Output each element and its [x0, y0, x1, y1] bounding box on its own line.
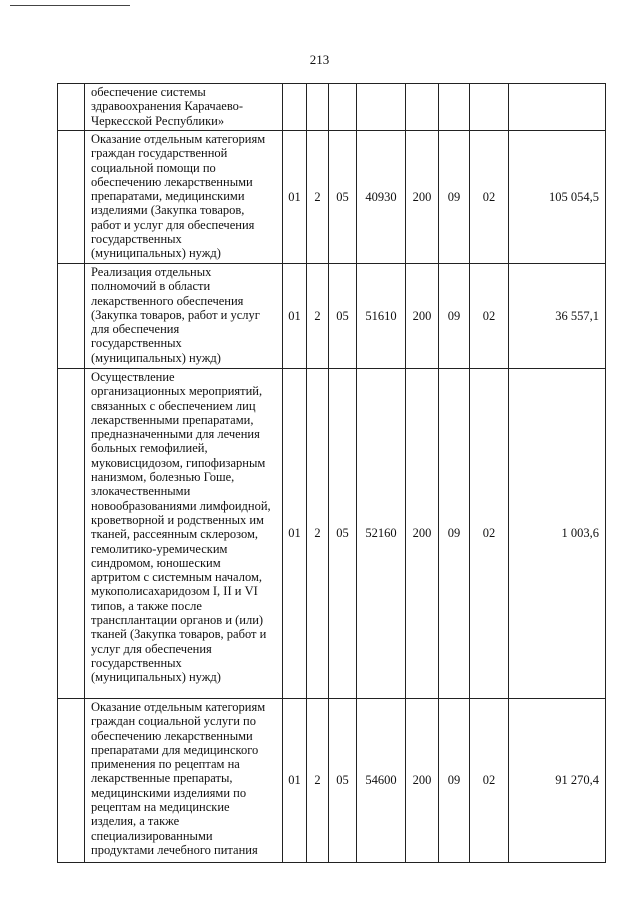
- description-line: Реализация отдельных: [91, 265, 212, 279]
- amount-cell: 1 003,6: [509, 369, 606, 699]
- description-line: Оказание отдельным категориям: [91, 132, 266, 146]
- description-line: изделия, а также: [91, 814, 180, 829]
- description-line: препаратами, медицинскими: [91, 189, 245, 204]
- code-cell: 09: [439, 699, 470, 863]
- code-cell: 05: [329, 264, 357, 369]
- table-row: [58, 84, 606, 131]
- description-line: Оказание отдельным категориям: [91, 700, 266, 714]
- code-cell: 52160: [357, 369, 406, 699]
- description-line: работ и услуг для обеспечения: [91, 217, 255, 232]
- description-line: государственных: [91, 655, 182, 670]
- code-cell: [329, 84, 357, 131]
- description-line: лекарственного обеспечения: [91, 293, 244, 308]
- description-line: услуг для обеспечения: [91, 641, 212, 656]
- code-cell: 01: [283, 699, 307, 863]
- description-line: кроветворной и родственных им: [91, 512, 264, 527]
- description-line: (муниципальных) нужд): [91, 246, 221, 261]
- code-cell: 200: [406, 369, 439, 699]
- code-cell: [439, 84, 470, 131]
- description-line: граждан государственной: [91, 146, 228, 161]
- description-line: синдромом, юношеским: [91, 555, 221, 570]
- code-cell: 200: [406, 699, 439, 863]
- description-line: граждан социальной услуги по: [91, 714, 256, 729]
- description-line: государственных: [91, 232, 182, 247]
- row-description: [85, 84, 283, 131]
- code-cell: [307, 84, 329, 131]
- code-cell: 09: [439, 264, 470, 369]
- description-line: мукополисахаридозом I, II и VI: [91, 584, 258, 599]
- row-description: [85, 264, 283, 369]
- code-cell: 2: [307, 131, 329, 264]
- row-description: [85, 131, 283, 264]
- description-line: лекарственные препараты,: [91, 771, 233, 786]
- description-line: применения по рецептам на: [91, 757, 240, 772]
- table-row: [58, 369, 606, 699]
- code-cell: 2: [307, 369, 329, 699]
- description-line: типов, а также после: [91, 598, 202, 613]
- code-cell: 05: [329, 369, 357, 699]
- code-cell: 01: [283, 369, 307, 699]
- description-line: (Закупка товаров, работ и услуг: [91, 307, 260, 322]
- description-line: нанизмом, болезнью Гоше,: [91, 470, 235, 485]
- description-line: социальной помощи по: [91, 160, 216, 175]
- description-line: продуктами лечебного питания: [91, 842, 258, 857]
- code-cell: [470, 84, 509, 131]
- code-cell: 09: [439, 131, 470, 264]
- description-line: (муниципальных) нужд): [91, 670, 221, 685]
- description-line: (муниципальных) нужд): [91, 350, 221, 365]
- empty-cell: [58, 699, 85, 863]
- table-row: [58, 264, 606, 369]
- description-line: тканей, рассеянным склерозом,: [91, 527, 259, 542]
- description-line: специализированными: [91, 828, 213, 843]
- description-line: артритом с системным началом,: [91, 570, 263, 585]
- code-cell: [406, 84, 439, 131]
- description-line: рецептам на медицинские: [91, 800, 230, 815]
- code-cell: 54600: [357, 699, 406, 863]
- code-cell: 200: [406, 131, 439, 264]
- code-cell: 02: [470, 131, 509, 264]
- description-line: организационных мероприятий,: [91, 384, 263, 399]
- description-line: обеспечение системы: [91, 85, 206, 99]
- description-line: гемолитико-уремическим: [91, 541, 228, 556]
- description-line: злокачественными: [91, 484, 191, 499]
- amount-cell: 36 557,1: [509, 264, 606, 369]
- budget-table: [57, 83, 606, 863]
- code-cell: 2: [307, 264, 329, 369]
- description-line: связанных с обеспечением лиц: [91, 398, 256, 413]
- description-line: здравоохранения Карачаево-: [91, 99, 244, 114]
- row-description: [85, 699, 283, 863]
- code-cell: [357, 84, 406, 131]
- description-line: муковисцидозом, гипофизарным: [91, 455, 266, 470]
- description-line: больных гемофилией,: [91, 441, 208, 456]
- amount-cell: [509, 84, 606, 131]
- code-cell: 05: [329, 699, 357, 863]
- amount-cell: 105 054,5: [509, 131, 606, 264]
- description-line: новообразованиями лимфоидной,: [91, 498, 271, 513]
- description-line: обеспечению лекарственными: [91, 728, 253, 743]
- description-line: государственных: [91, 336, 182, 351]
- table-row: [58, 699, 606, 863]
- code-cell: 51610: [357, 264, 406, 369]
- page-number: 213: [309, 52, 330, 67]
- description-line: обеспечению лекарственными: [91, 174, 253, 189]
- code-cell: 02: [470, 369, 509, 699]
- row-description: [85, 369, 283, 699]
- description-line: изделиями (Закупка товаров,: [91, 203, 245, 218]
- code-cell: 40930: [357, 131, 406, 264]
- description-line: трансплантации органов и (или): [91, 613, 264, 628]
- code-cell: [283, 84, 307, 131]
- description-line: препаратами для медицинского: [91, 742, 259, 757]
- code-cell: 2: [307, 699, 329, 863]
- code-cell: 02: [470, 264, 509, 369]
- description-line: тканей (Закупка товаров, работ и: [91, 627, 267, 642]
- code-cell: 05: [329, 131, 357, 264]
- code-cell: 02: [470, 699, 509, 863]
- empty-cell: [58, 84, 85, 131]
- table-body: [58, 84, 606, 863]
- description-line: медицинскими изделиями по: [91, 785, 247, 800]
- empty-cell: [58, 369, 85, 699]
- amount-cell: 91 270,4: [509, 699, 606, 863]
- description-line: Черкесской Республики»: [91, 113, 225, 128]
- description-line: полномочий в области: [91, 279, 211, 294]
- description-line: лекарственными препаратами,: [91, 412, 254, 427]
- code-cell: 200: [406, 264, 439, 369]
- description-line: для обеспечения: [91, 322, 180, 337]
- table-row: [58, 131, 606, 264]
- code-cell: 01: [283, 264, 307, 369]
- description-line: предназначенными для лечения: [91, 427, 260, 442]
- code-cell: 09: [439, 369, 470, 699]
- empty-cell: [58, 131, 85, 264]
- top-rule: [10, 5, 130, 6]
- description-line: Осуществление: [91, 370, 175, 384]
- empty-cell: [58, 264, 85, 369]
- code-cell: 01: [283, 131, 307, 264]
